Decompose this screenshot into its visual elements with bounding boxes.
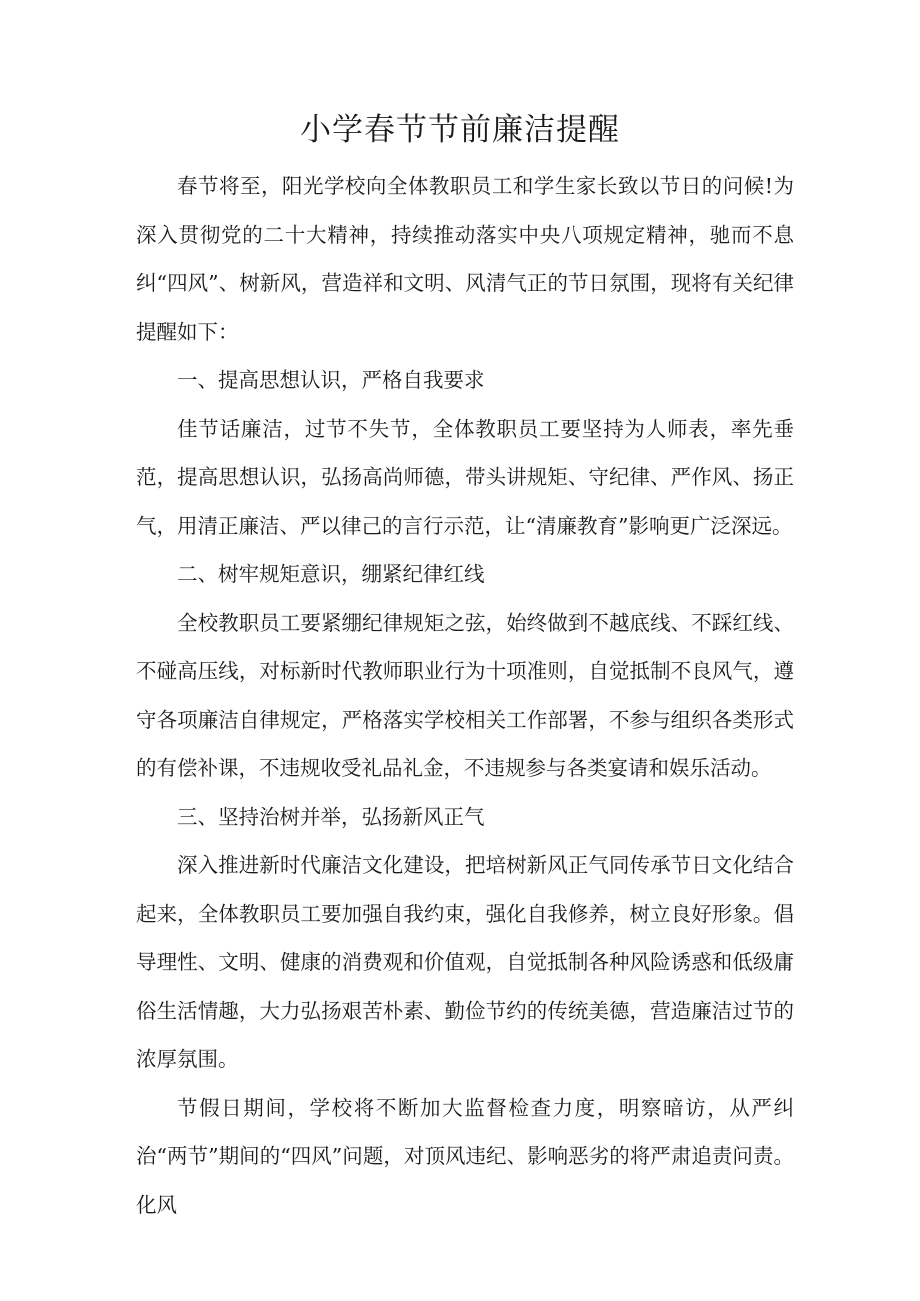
document-body (136, 162, 794, 1229)
paragraph-intro: 春节将至，阳光学校向全体教职员工和学生家长致以节日的问候!为深入贯彻党的二十大精神，持续推动落实中央八项规定精神，驰而不息纠“四风”、树新风，营造祥和文明、风清气正的节日氛围，现将有关纪律提醒如下： (136, 174, 794, 344)
paragraph-closing: 节假日期间，学校将不断加大监督检查力度，明察暗访，从严纠治“两节”期间的“四风”问题，对顶风违纪、影响恶劣的将严肃追责问责。化风 (136, 1095, 794, 1217)
document-title: 小学春节节前廉洁提醒 (300, 112, 620, 148)
section-heading-2: 二、树牢规矩意识，绷紧纪律红线 (177, 562, 485, 586)
section-heading-1: 一、提高思想认识，严格自我要求 (177, 368, 485, 392)
paragraph-section-2: 全校教职员工要紧绷纪律规矩之弦，始终做到不越底线、不踩红线、不碰高压线，对标新时代教师职业行为十项准则，自觉抵制不良风气，遵守各项廉洁自律规定，严格落实学校相关工作部署，不参与组织各类形式的有偿补课，不违规收受礼品礼金，不违规参与各类宴请和娱乐活动。 (136, 610, 794, 780)
paragraph-section-3: 深入推进新时代廉洁文化建设，把培树新风正气同传承节日文化结合起来，全体教职员工要加强自我约束，强化自我修养，树立良好形象。倡导理性、文明、健康的消费观和价值观，自觉抵制各种风险诱惑和低级庸俗生活情趣，大力弘扬艰苦朴素、勤俭节约的传统美德，营造廉洁过节的浓厚氛围。 (136, 853, 794, 1071)
section-heading-3: 三、坚持治树并举，弘扬新风正气 (177, 804, 485, 829)
paragraph-section-1: 佳节话廉洁，过节不失节，全体教职员工要坚持为人师表，率先垂范，提高思想认识，弘扬高尚师德，带头讲规矩、守纪律、严作风、扬正气，用清正廉洁、严以律己的言行示范，让“清廉教育”影响更广泛深远。 (136, 416, 794, 538)
